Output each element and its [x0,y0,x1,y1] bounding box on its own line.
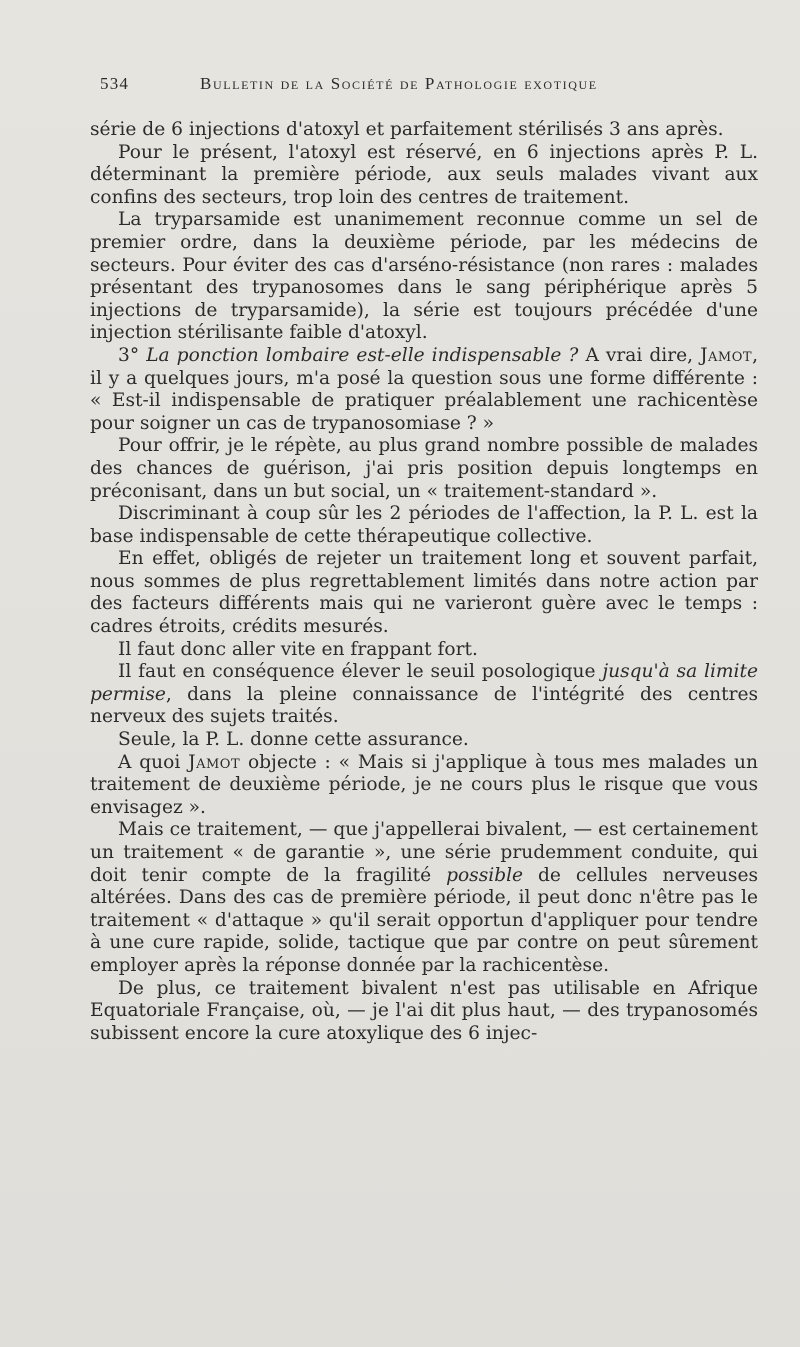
italic-text: La ponction lombaire est-elle indispensable ? [146,344,579,366]
text-run: Il faut donc aller vite en frappant fort. [118,638,478,660]
paragraph [90,729,758,752]
running-title: Bulletin de la Société de Pathologie exotique [200,74,598,93]
paragraph [90,503,758,548]
text-run: de cellules nerveuses altérées. Dans des cas de première période, il peut donc n'être pas le traitement « d'attaque » qu'il serait opportun d'appliquer pour tendre à une cure rapide, solide, tactique que par contre on peut sûrement employer après la réponse donnée par la rachicentèse. [90,864,758,976]
author-name: Jamot [700,344,753,366]
italic-text: possible [446,864,524,886]
paragraph [90,142,758,210]
paragraph [90,752,758,820]
paragraph [90,345,758,435]
author-name: Jamot [188,751,241,773]
text-run: De plus, ce traitement bivalent n'est pas utilisable en Afrique Equatoriale Française, où, — je l'ai dit plus haut, — des trypanosomés subissent encore la cure atoxylique des 6 injec- [90,977,758,1044]
paragraph [90,209,758,345]
paragraph [90,639,758,662]
text-run: Pour offrir, je le répète, au plus grand nombre possible de malades des chances de guérison, j'ai pris position depuis longtemps en préconisant, dans un but social, un « traitement-standard ». [90,435,758,502]
paragraph [90,978,758,1046]
text-run: Il faut en conséquence élever le seuil posologique [118,661,603,683]
text-run: Seule, la P. L. donne cette assurance. [118,729,469,751]
italic-text: jusqu'à sa limite permise [90,661,758,705]
paragraph [90,435,758,503]
paragraph [90,548,758,638]
text-run: série de 6 injections d'atoxyl et parfaitement stérilisés 3 ans après. [90,119,724,140]
paragraph [90,819,758,977]
paragraph [90,119,758,142]
running-head [100,74,752,100]
text-run: A quoi [118,751,189,773]
text-run: 3° [118,344,147,366]
text-run: La tryparsamide est unanimement reconnue comme un sel de premier ordre, dans la deuxième période, par les médecins de secteurs. Pour éviter des cas d'arséno-résistance (non rares : malades présentant des trypanosomes dans le sang périphérique après 5 injections de tryparsamide), la série est toujours précédée d'une injection stérilisante faible d'atoxyl. [90,209,758,344]
page-number: 534 [100,74,130,93]
text-run: En effet, obligés de rejeter un traitement long et souvent parfait, nous sommes de plus regrettablement limités dans notre action par des facteurs différents mais qui ne varieront guère avec le temps : cadres étroits, crédits mesurés. [90,548,758,638]
text-run: Discriminant à coup sûr les 2 périodes de l'affection, la P. L. est la base indispensable de cette thérapeutique collective. [90,503,758,547]
text-run: A vrai dire, [578,344,701,366]
text-run: Mais ce traitement, — que j'appellerai bivalent, — est certainement un traitement « de garantie », une série prudemment conduite, qui doit tenir compte de la fragilité [90,819,758,886]
text-run: , il y a quelques jours, m'a posé la question sous une forme différente : « Est-il indispensable de pratiquer préalablement une rachicentèse pour soigner un cas de trypanosomiase ? » [90,344,758,434]
text-run: objecte : « Mais si j'applique à tous mes malades un traitement de deuxième période, je ne cours plus le risque que vous envisagez ». [90,751,758,818]
text-run: , dans la pleine connaissance de l'intégrité des centres nerveux des sujets traités. [90,683,758,728]
text-run: Pour le présent, l'atoxyl est réservé, en 6 injections après P. L. déterminant la première période, aux seuls malades vivant aux confins des secteurs, trop loin des centres de traitement. [90,141,758,208]
body-text [90,119,758,1045]
paragraph [90,661,758,729]
